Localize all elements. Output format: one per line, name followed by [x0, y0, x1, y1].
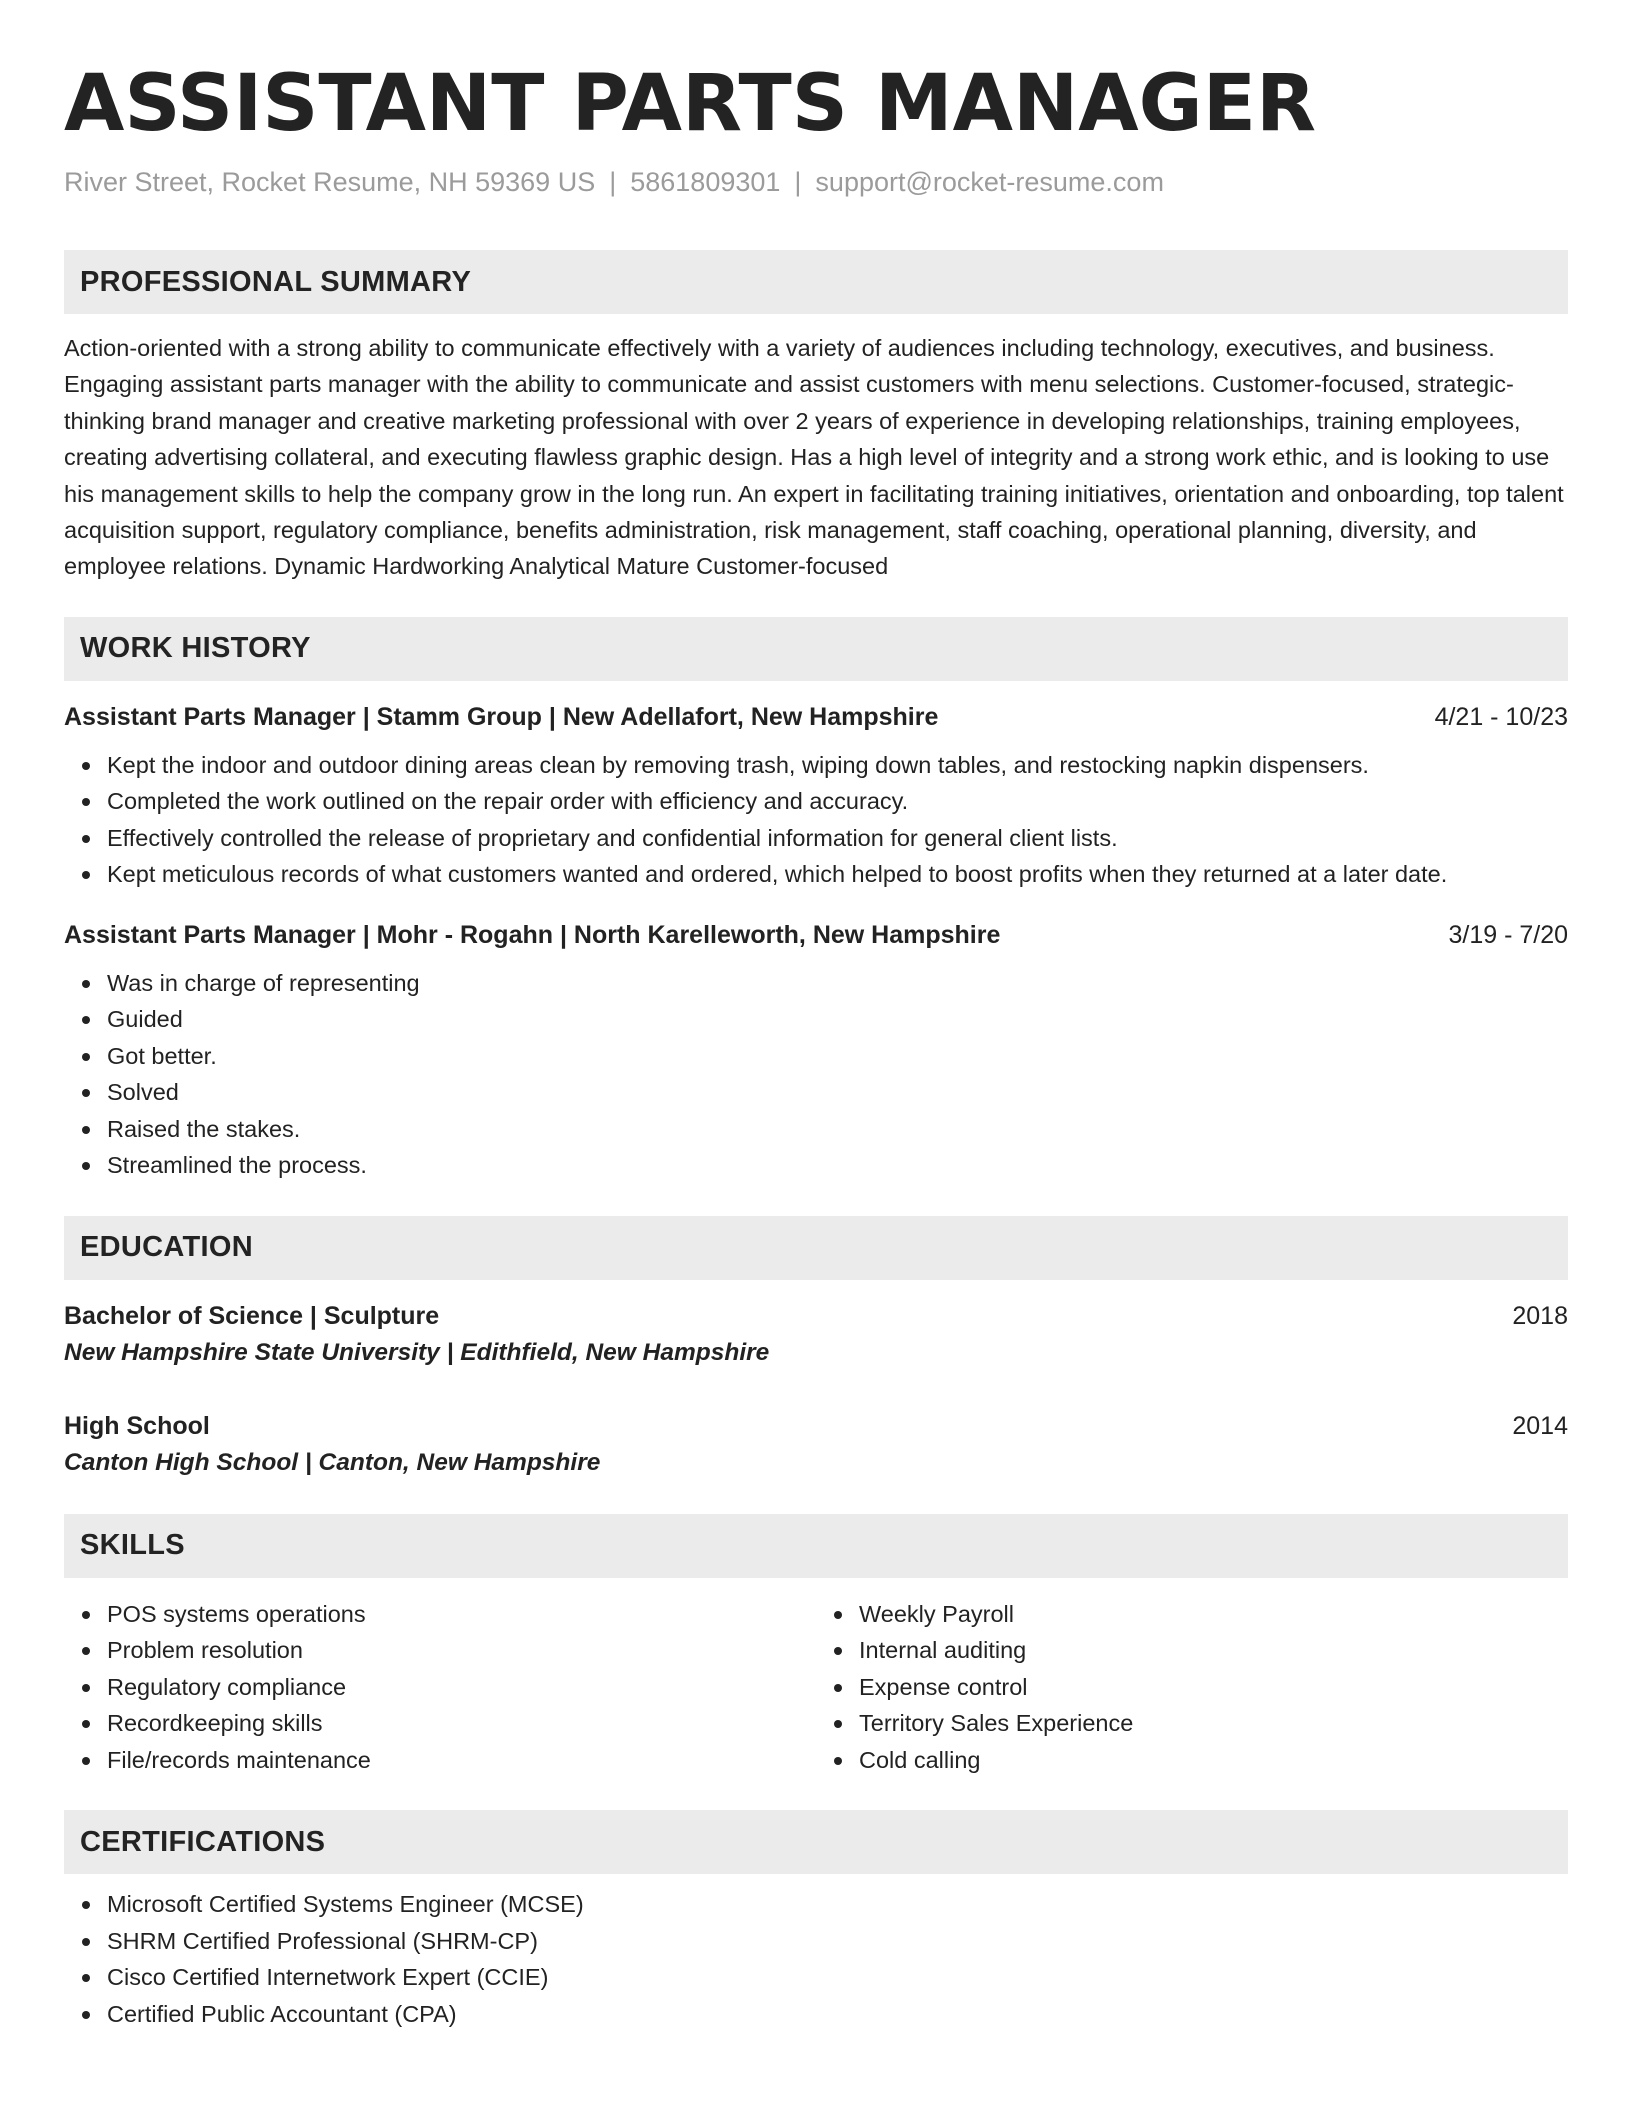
list-item: POS systems operations — [107, 1596, 816, 1633]
job-dates: 3/19 - 7/20 — [1448, 920, 1568, 949]
section-title: SKILLS — [80, 1529, 185, 1562]
list-item: Cisco Certified Internetwork Expert (CCIE) — [107, 1959, 1568, 1996]
job-title: Assistant Parts Manager | Stamm Group | New Adellafort, New Hampshire — [64, 702, 939, 731]
section-header-summary — [64, 250, 1568, 314]
job-entry — [64, 699, 1568, 893]
job-entry — [64, 917, 1568, 1184]
section-title: EDUCATION — [80, 1231, 253, 1264]
certifications-list — [64, 1886, 1568, 2032]
contact-separator: | — [794, 167, 802, 197]
list-item: Completed the work outlined on the repair order with efficiency and accuracy. — [107, 783, 1568, 820]
list-item: Expense control — [859, 1669, 1568, 1706]
contact-email: support@rocket-resume.com — [815, 167, 1164, 197]
list-item: Effectively controlled the release of proprietary and confidential information for general client lists. — [107, 820, 1568, 857]
list-item: File/records maintenance — [107, 1742, 816, 1779]
skills-list-left — [64, 1596, 816, 1779]
job-header — [64, 917, 1568, 953]
list-item: Internal auditing — [859, 1632, 1568, 1669]
section-header-work-history — [64, 617, 1568, 681]
education-year: 2014 — [1512, 1411, 1568, 1440]
list-item: Problem resolution — [107, 1632, 816, 1669]
list-item: Streamlined the process. — [107, 1147, 1568, 1184]
education-degree: Bachelor of Science | Sculpture — [64, 1301, 440, 1330]
education-entry — [64, 1298, 1568, 1372]
section-title: CERTIFICATIONS — [80, 1825, 326, 1858]
job-title: Assistant Parts Manager | Mohr - Rogahn | North Karelleworth, New Hampshire — [64, 920, 1001, 949]
section-header-certifications — [64, 1810, 1568, 1874]
education-entry — [64, 1408, 1568, 1482]
education-school: New Hampshire State University | Edithfield, New Hampshire — [64, 1338, 770, 1366]
section-title: WORK HISTORY — [80, 632, 311, 665]
contact-separator: | — [609, 167, 617, 197]
section-header-education — [64, 1216, 1568, 1280]
list-item: Territory Sales Experience — [859, 1705, 1568, 1742]
candidate-name: ASSISTANT PARTS MANAGER — [64, 59, 1317, 149]
list-item: Kept meticulous records of what customers wanted and ordered, which helped to boost profits when they returned at a later date. — [107, 856, 1568, 893]
education-header — [64, 1298, 1568, 1334]
list-item: Raised the stakes. — [107, 1111, 1568, 1148]
list-item: Kept the indoor and outdoor dining areas clean by removing trash, wiping down tables, and restocking napkin dispensers. — [107, 747, 1568, 784]
education-school: Canton High School | Canton, New Hampshire — [64, 1448, 601, 1476]
job-bullets — [64, 747, 1568, 893]
list-item: Got better. — [107, 1038, 1568, 1075]
skills-list-right — [816, 1596, 1568, 1779]
section-header-skills — [64, 1514, 1568, 1578]
skills-columns — [64, 1584, 1568, 1779]
list-item: SHRM Certified Professional (SHRM-CP) — [107, 1923, 1568, 1960]
contact-line — [64, 164, 1568, 200]
list-item: Guided — [107, 1001, 1568, 1038]
job-dates: 4/21 - 10/23 — [1434, 702, 1568, 731]
list-item: Recordkeeping skills — [107, 1705, 816, 1742]
list-item: Weekly Payroll — [859, 1596, 1568, 1633]
education-degree: High School — [64, 1411, 210, 1440]
list-item: Microsoft Certified Systems Engineer (MCSE) — [107, 1886, 1568, 1923]
list-item: Regulatory compliance — [107, 1669, 816, 1706]
contact-address: River Street, Rocket Resume, NH 59369 US — [64, 167, 596, 197]
list-item: Solved — [107, 1074, 1568, 1111]
education-year: 2018 — [1512, 1301, 1568, 1330]
contact-phone: 5861809301 — [630, 167, 781, 197]
job-bullets — [64, 965, 1568, 1184]
list-item: Certified Public Accountant (CPA) — [107, 1996, 1568, 2033]
job-header — [64, 699, 1568, 735]
summary-text: Action-oriented with a strong ability to communicate effectively with a variety of audiences including technology, executives, and business. Engaging assistant parts manager with the ability to communicate and assist customers with menu selections. Customer-focused, strategic-thinking brand manager and creative marketing professional with over 2 years of experience in developing relationships, training employees, creating advertising collateral, and executing flawless graphic design. Has a high level of integrity and a strong work ethic, and is looking to use his management skills to help the company grow in the long run. An expert in facilitating training initiatives, orientation and onboarding, top talent acquisition support, regulatory compliance, benefits administration, risk management, staff coaching, operational planning, diversity, and employee relations. Dynamic Hardworking Analytical Mature Customer-focused — [64, 335, 1564, 580]
list-item: Was in charge of representing — [107, 965, 1568, 1002]
education-header — [64, 1408, 1568, 1444]
list-item: Cold calling — [859, 1742, 1568, 1779]
section-title: PROFESSIONAL SUMMARY — [80, 265, 472, 298]
